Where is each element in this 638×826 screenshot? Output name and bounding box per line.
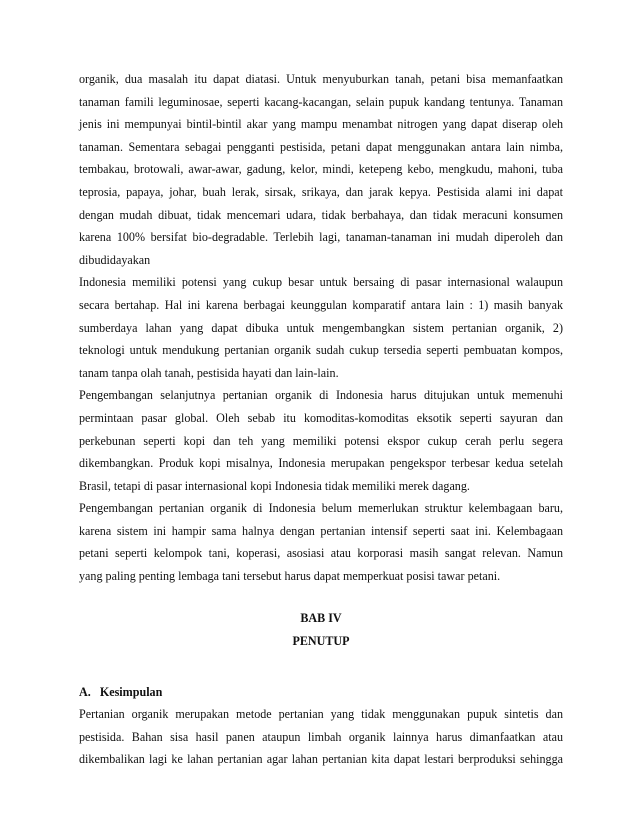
text-line: Pengembangan pertanian organik di Indonesia belum memerlukan struktur kelembagaan baru, bbox=[79, 501, 563, 516]
text-line: Brasil, tetapi di pasar internasional kopi Indonesia tidak memiliki merek dagang. bbox=[79, 478, 470, 493]
paragraph-institutions bbox=[79, 497, 563, 587]
paragraph-global-market bbox=[79, 384, 563, 497]
text-line: tembakau, brotowali, awar-awar, gadung, kelor, mindi, ketepeng kebo, mengkudu, mahoni, tuba bbox=[79, 162, 563, 177]
text-line: organik, dua masalah itu dapat diatasi. Untuk menyuburkan tanah, petani bisa memanfaatkan bbox=[79, 72, 563, 86]
text-line: teknologi untuk mendukung pertanian organik sudah cukup tersedia seperti pembuatan kompos, bbox=[79, 343, 563, 358]
paragraph-conclusion bbox=[79, 703, 563, 771]
text-line: karena sistem ini hampir sama halnya dengan pertanian intensif seperti saat ini. Kelembagaan bbox=[79, 523, 563, 538]
text-line: tanaman. Sementara sebagai pengganti pestisida, petani dapat menggunakan antara lain nimba, bbox=[79, 139, 563, 154]
text-line: secara bertahap. Hal ini karena berbagai keunggulan komparatif antara lain : 1) masih banyak bbox=[79, 297, 563, 312]
text-line: dibudidayakan bbox=[79, 252, 151, 267]
text-line: yang paling penting lembaga tani tersebut harus dapat memperkuat posisi tawar petani. bbox=[79, 569, 501, 584]
chapter-title: PENUTUP bbox=[292, 633, 350, 648]
section-heading: A. Kesimpulan bbox=[79, 684, 163, 699]
text-line: tanam tanpa olah tanah, pestisida hayati dan lain-lain. bbox=[79, 365, 339, 380]
text-line: dikembalikan lagi ke lahan pertanian agar lahan pertanian kita dapat lestari berproduksi sehingga bbox=[79, 752, 563, 767]
text-line: permintaan pasar global. Oleh sebab itu komoditas-komoditas eksotik seperti sayuran dan bbox=[79, 410, 563, 425]
text-line: dengan mudah dibuat, tidak mencemari udara, tidak berbahaya, dan tidak meracuni konsumen bbox=[79, 207, 563, 222]
text-line: sumberdaya lahan yang dapat dibuka untuk mengembangkan sistem pertanian organik, 2) bbox=[79, 320, 563, 335]
text-line: petani seperti kelompok tani, koperasi, asosiasi atau korporasi masih sangat relevan. Namun bbox=[79, 546, 563, 561]
document-page bbox=[79, 68, 563, 771]
paragraph-organic-inputs bbox=[79, 68, 563, 271]
chapter-number: BAB IV bbox=[300, 610, 342, 625]
text-line: perkebunan seperti kopi dan teh yang memiliki potensi ekspor cukup cerah perlu segera bbox=[79, 433, 563, 448]
text-line: Pertanian organik merupakan metode pertanian yang tidak menggunakan pupuk sintetis dan bbox=[79, 707, 563, 722]
text-line: Pengembangan selanjutnya pertanian organik di Indonesia harus ditujukan untuk memenuhi bbox=[79, 388, 563, 403]
paragraph-indonesia-potential bbox=[79, 271, 563, 384]
text-line: teprosia, papaya, johar, buah lerak, sirsak, srikaya, dan jarak kepya. Pestisida alami ini dapat bbox=[79, 184, 563, 199]
text-line: Indonesia memiliki potensi yang cukup besar untuk bersaing di pasar internasional walaupun bbox=[79, 275, 563, 290]
text-line: tanaman famili leguminosae, seperti kacang-kacangan, selain pupuk kandang tentunya. Tanaman bbox=[79, 94, 563, 109]
text-line: dikembangkan. Produk kopi misalnya, Indonesia merupakan pengekspor terbesar kedua setelah bbox=[79, 456, 563, 471]
text-line: jenis ini mempunyai bintil-bintil akar yang mampu menambat nitrogen yang dapat diserap oleh bbox=[79, 117, 563, 132]
text-line: pestisida. Bahan sisa hasil panen ataupun limbah organik lainnya harus dimanfaatkan atau bbox=[79, 729, 563, 744]
text-line: karena 100% bersifat bio-degradable. Terlebih lagi, tanaman-tanaman ini mudah diperoleh dan bbox=[79, 230, 563, 245]
